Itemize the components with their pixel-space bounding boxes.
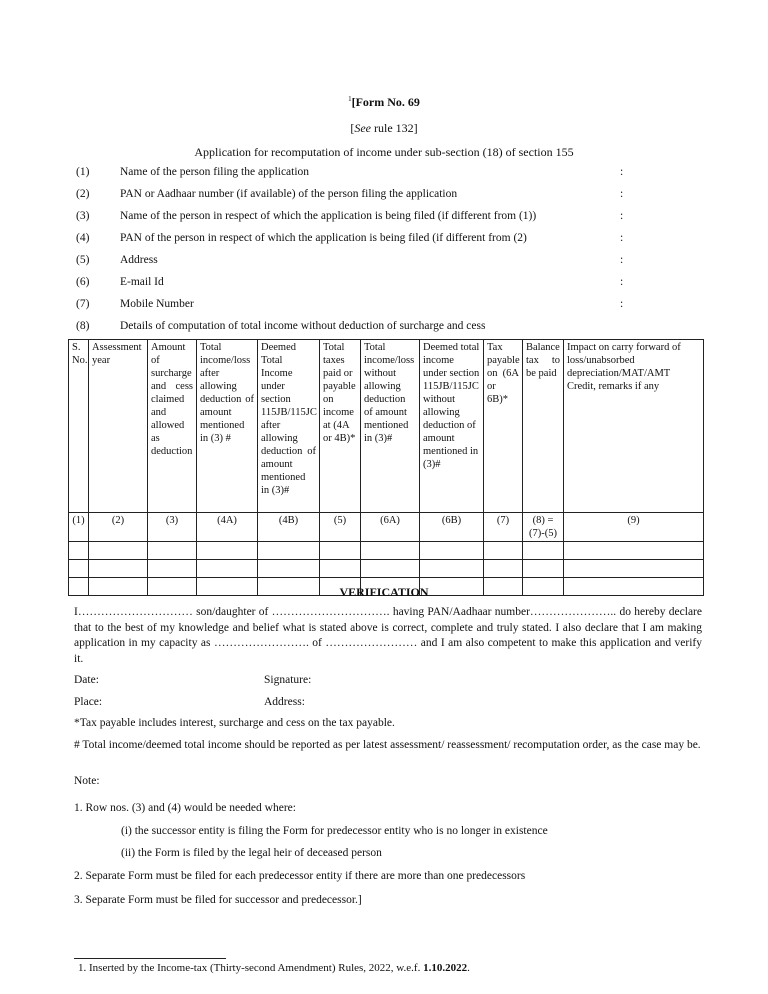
table-cell[interactable] — [69, 542, 89, 560]
column-number: (5) — [320, 513, 361, 542]
column-number: (8) = (7)-(5) — [523, 513, 564, 542]
column-number: (6A) — [361, 513, 420, 542]
table-cell[interactable] — [69, 560, 89, 578]
col-header: Impact on carry forward of loss/unabsorbed depreciation/MAT/AMT Credit, remarks if any — [564, 340, 704, 513]
field-number: (5) — [76, 254, 90, 266]
field-colon: : — [620, 276, 624, 288]
field-row — [74, 232, 634, 254]
field-label: Name of the person in respect of which the application is being filed (if different from (1)) — [120, 210, 537, 222]
field-label: Details of computation of total income without deduction of surcharge and cess — [120, 320, 486, 332]
column-number: (1) — [69, 513, 89, 542]
table-cell[interactable] — [420, 542, 484, 560]
note-item-2: 2. Separate Form must be filed for each predecessor entity if there are more than one predecessors — [74, 870, 526, 882]
note-item-3: 3. Separate Form must be filed for successor and predecessor.] — [74, 894, 362, 906]
rule-reference: [See rule 132] — [350, 121, 418, 135]
field-label: E-mail Id — [120, 276, 164, 288]
field-colon: : — [620, 166, 624, 178]
table-cell[interactable] — [564, 560, 704, 578]
computation-table — [68, 339, 704, 596]
total-income-note: # Total income/deemed total income should be reported as per latest assessment/ reassessment/ recomputation order, as the case may be. — [74, 739, 701, 751]
field-row — [74, 166, 634, 188]
note-item-1-ii: (ii) the Form is filed by the legal heir of deceased person — [121, 847, 382, 859]
table-cell[interactable] — [523, 560, 564, 578]
table-cell[interactable] — [320, 560, 361, 578]
rule-number: rule 132] — [371, 121, 418, 135]
verification-declaration: I………………………… son/daughter of …………………………. having PAN/Aadhaar number………………….. do hereby declare that to the best of my knowledge and belief what is stated above is correct, complete and truly stated. I also declare that I am making application in my capacity as ……………………. of …………………… and I am also competent to make this application and verify it. — [74, 606, 702, 665]
column-number-row — [69, 513, 704, 542]
footnote-date: 1.10.2022 — [423, 962, 468, 974]
field-number: (1) — [76, 166, 90, 178]
tax-payable-note: *Tax payable includes interest, surcharge and cess on the tax payable. — [74, 717, 395, 729]
field-label: PAN or Aadhaar number (if available) of the person filing the application — [120, 188, 458, 200]
field-colon: : — [620, 232, 624, 244]
table-row — [69, 542, 704, 560]
field-number: (3) — [76, 210, 90, 222]
field-label: PAN of the person in respect of which the application is being filed (if different from (2) — [120, 232, 527, 244]
field-label: Name of the person filing the application — [120, 166, 310, 178]
field-label: Address — [120, 254, 158, 266]
field-number: (2) — [76, 188, 90, 200]
column-number: (6B) — [420, 513, 484, 542]
col-header: Total income/loss without allowing deduction of amount mentioned in (3)# — [361, 340, 420, 513]
field-label: Mobile Number — [120, 298, 194, 310]
field-colon: : — [620, 254, 624, 266]
col-header: Deemed total income under section 115JB/115JC without allowing deduction of amount mentioned in (3)# — [420, 340, 484, 513]
table-cell[interactable] — [197, 542, 258, 560]
column-number: (9) — [564, 513, 704, 542]
column-number: (4A) — [197, 513, 258, 542]
table-cell[interactable] — [148, 560, 197, 578]
verification-title: VERIFICATION — [339, 585, 429, 599]
table-cell[interactable] — [197, 560, 258, 578]
note-item-1: 1. Row nos. (3) and (4) would be needed where: — [74, 802, 296, 814]
column-number: (3) — [148, 513, 197, 542]
form-number: [Form No. 69 — [351, 95, 420, 109]
table-cell[interactable] — [523, 542, 564, 560]
col-header: Tax payable on (6A or 6B)* — [484, 340, 523, 513]
date-label: Date: — [74, 674, 99, 686]
column-number: (4B) — [258, 513, 320, 542]
table-header-row — [69, 340, 704, 513]
footnote-text: 1. Inserted by the Income-tax (Thirty-second Amendment) Rules, 2022, w.e.f. — [78, 962, 424, 974]
table-cell[interactable] — [484, 542, 523, 560]
table-row — [69, 560, 704, 578]
table-cell[interactable] — [361, 560, 420, 578]
table-cell[interactable] — [564, 542, 704, 560]
table-cell[interactable] — [258, 542, 320, 560]
field-colon: : — [620, 298, 624, 310]
table-cell[interactable] — [148, 542, 197, 560]
col-header: Total taxes paid or payable on income at (4A or 4B)* — [320, 340, 361, 513]
table-cell[interactable] — [420, 560, 484, 578]
col-header: S. No. — [69, 340, 89, 513]
field-number: (6) — [76, 276, 90, 288]
place-label: Place: — [74, 696, 103, 708]
footnote — [78, 962, 470, 974]
field-number: (8) — [76, 320, 90, 332]
note-item-1-i: (i) the successor entity is filing the Form for predecessor entity who is no longer in existence — [121, 825, 548, 837]
col-header: Assessment year — [89, 340, 148, 513]
col-header: Total income/loss after allowing deduction of amount mentioned in (3) # — [197, 340, 258, 513]
col-header: Deemed Total Income under section 115JB/115JC after allowing deduction of amount mentioned in (3)# — [258, 340, 320, 513]
address-label: Address: — [264, 696, 305, 708]
form-heading: Application for recomputation of income under sub-section (18) of section 155 — [194, 145, 574, 159]
column-number: (2) — [89, 513, 148, 542]
rule-see: See — [354, 121, 371, 135]
col-header: Balance tax to be paid — [523, 340, 564, 513]
form-title — [0, 95, 768, 110]
table-cell[interactable] — [484, 560, 523, 578]
field-row — [74, 210, 634, 232]
column-number: (7) — [484, 513, 523, 542]
footnote-marker: 1 — [348, 95, 352, 103]
table-cell[interactable] — [89, 560, 148, 578]
field-number: (7) — [76, 298, 90, 310]
footnote-end: . — [467, 962, 470, 974]
field-row — [74, 254, 634, 276]
field-colon: : — [620, 210, 624, 222]
field-row — [74, 298, 634, 320]
table-cell[interactable] — [89, 542, 148, 560]
footnote-divider — [74, 958, 226, 959]
applicant-fields — [74, 166, 634, 342]
field-number: (4) — [76, 232, 90, 244]
table-cell[interactable] — [361, 542, 420, 560]
table-cell[interactable] — [258, 560, 320, 578]
field-colon: : — [620, 188, 624, 200]
table-cell[interactable] — [320, 542, 361, 560]
field-row — [74, 188, 634, 210]
field-row — [74, 276, 634, 298]
col-header: Amount of surcharge and cess claimed and allowed as deduction — [148, 340, 197, 513]
note-label: Note: — [74, 775, 100, 787]
signature-label: Signature: — [264, 674, 312, 686]
